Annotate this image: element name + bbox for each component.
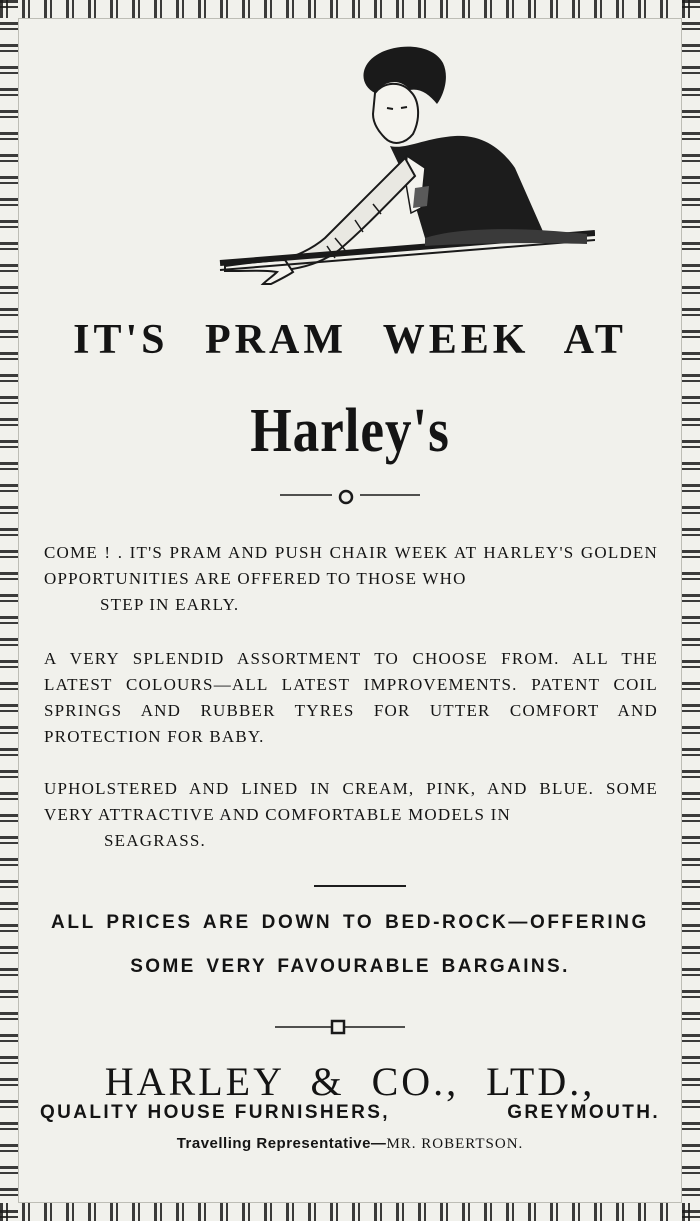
paragraph-upholstery (44, 776, 658, 854)
paragraph3-text: UPHOLSTERED AND LINED IN CREAM, PINK, AND BLUE. SOME VERY ATTRACTIVE AND COMFORTABLE MODELS IN (44, 779, 658, 824)
representative-line (0, 1135, 700, 1153)
prices-line-2: SOME VERY FAVOURABLE BARGAINS. (130, 956, 570, 977)
horizontal-rule (314, 885, 406, 887)
woman-pointing-illustration (215, 38, 595, 288)
paragraph3-end: SEAGRASS. (104, 831, 206, 850)
tagline-town: GREYMOUTH. (507, 1102, 660, 1123)
representative-name: MR. ROBERTSON. (386, 1136, 524, 1152)
paragraph-assortment: A VERY SPLENDID ASSORTMENT TO CHOOSE FROM. ALL THE LATEST COLOURS—ALL LATEST IMPROVEMENTS. PATENT COIL SPRINGS AND RUBBER TYRES FOR UTTER COMFORT AND PROTECTION FOR BABY. (44, 649, 658, 746)
decorative-border-bottom (0, 1203, 700, 1221)
prices-line-1: ALL PRICES ARE DOWN TO BED-ROCK—OFFERING (51, 912, 649, 933)
tagline (40, 1102, 660, 1124)
ornament-divider-icon (280, 484, 420, 508)
paragraph1-text: COME ! . IT'S PRAM AND PUSH CHAIR WEEK AT HARLEY'S GOLDEN OPPORTUNITIES ARE OFFERED TO THOSE WHO (44, 543, 658, 588)
paragraph-pram-week (44, 540, 658, 618)
decorative-border-right (682, 0, 700, 1221)
shop-name: Harley's (250, 397, 450, 465)
paragraph1-end: STEP IN EARLY. (100, 595, 240, 614)
representative-label: Travelling Representative— (176, 1135, 387, 1152)
company-name: HARLEY & CO., LTD., (104, 1059, 596, 1104)
decorative-border-top (0, 0, 700, 18)
decorative-border-left (0, 0, 18, 1221)
headline: IT'S PRAM WEEK AT (73, 317, 627, 363)
square-ornament-icon (275, 1016, 405, 1038)
tagline-business: QUALITY HOUSE FURNISHERS, (40, 1102, 390, 1123)
